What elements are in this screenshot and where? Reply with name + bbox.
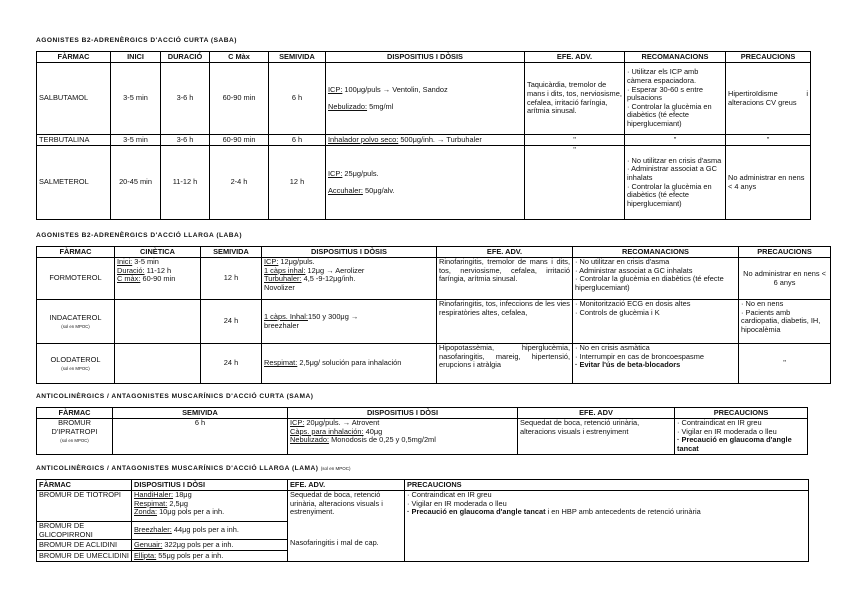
precaucions-cell [739,300,831,344]
device-label: 1 càps. Inhal: [264,311,308,321]
farmac-cell: FORMOTEROL [37,258,115,300]
dispositius-cell [288,419,518,455]
farmac-cell [37,344,115,384]
semivida-cell: 12 h [269,146,326,220]
value: 11-12 h [144,265,172,275]
list-item: · Monitorització ECG en dosis altes [575,299,691,308]
dispositius-cell [326,63,525,135]
recomanacions-cell [573,344,739,384]
col-header: DURACIÓ [161,52,210,63]
list-item: · Controls de glucèmia i K [575,307,660,317]
farmac-cell: BROMUR DE GLICOPIRRONI [37,522,132,540]
dispositius-cell [132,491,288,522]
table-row [37,146,811,220]
device-dose: Monodosis de 0,25 y 0,5mg/2ml [329,435,436,445]
drug-name: BROMUR [58,418,91,427]
value: 60-90 min [140,274,176,284]
col-header: PRECAUCIONS [726,52,811,63]
semivida-cell: 24 h [201,300,262,344]
col-header: RECOMANACIONS [625,52,726,63]
device-label: Nebulizado: [290,435,330,445]
dispositius-cell [262,258,437,300]
list-item: · Utilitzar els ICP amb càmera espaciadora. [627,67,699,85]
col-header: CINÈTICA [115,247,201,258]
device-dose: 55μg pols per a inh. [156,550,224,560]
device-label: ICP: [264,257,279,266]
ditto-mark: " [726,135,811,146]
list-item: · Vigilar en IR moderada o lleu [677,426,777,436]
efectes-cell [288,491,405,562]
farmac-cell [37,419,113,455]
inici-cell: 3-5 min [111,135,161,146]
label: Duració: [117,265,145,275]
device-dose: 50μg/alv. [362,185,395,195]
col-header: INICI [111,52,161,63]
table-row [37,258,831,300]
cinetica-cell [115,344,201,384]
col-header: EFE. ADV. [525,52,625,63]
drug-note: (sol en MPOC) [61,324,90,330]
efectes-cell: Rinofaringitis, tos, infeccions de les vies respiratòries altes, cefalea, [437,300,573,344]
farmac-cell: TERBUTALINA [37,135,111,146]
farmac-cell [37,300,115,344]
col-header: SEMIVIDA [201,247,262,258]
list-item: · Administrar associat a GC inhalats [627,164,717,182]
sama-header-row [37,408,808,419]
list-item: · No en crisis asmàtica [575,343,650,352]
device-label: Zonda: [134,507,158,517]
drug-name: INDACATEROL [49,312,102,322]
col-header: PRECAUCIONS [675,408,808,419]
device-label: Respimat: [134,498,168,508]
dispositius-cell [132,551,288,562]
device-label: breezhaler [264,320,299,330]
saba-section-title: AGONISTES B2-ADRENÈRGICS D'ACCIÓ CURTA (SABA) [36,37,238,44]
list-item: · Controlar la glucèmia en diabètics (té efecte hiperglucemiant) [627,101,712,129]
device-label: ICP: [328,84,343,94]
col-header: DISPOSITIUS I DÒSI [132,480,288,491]
list-item: · Contraindicat en IR greu [677,418,762,427]
device-dose: 500μg/inh. → Turbuhaler [398,134,482,144]
list-item: · Vigilar en IR moderada o lleu [407,498,507,508]
recomanacions-cell [573,300,739,344]
text: i en HBP amb antecedents de retenció urinària [545,507,701,517]
dispositius-cell [262,300,437,344]
efectes-text: Nasofaringitis i mal de cap. [290,537,379,547]
farmac-cell: BROMUR DE UMECLIDINI [37,551,132,562]
device-label: Càps. para inhalación: [290,426,364,436]
precaucions-cell: Hipertiroïdisme i alteracions CV greus [726,63,811,135]
semivida-cell: 24 h [201,344,262,384]
table-row [37,419,808,455]
device-dose: 5mg/ml [367,101,394,111]
cmax-cell: 60-90 min [210,135,269,146]
inici-cell: 3-5 min [111,63,161,135]
dispositius-cell [132,540,288,551]
table-row [37,344,831,384]
farmac-cell: SALBUTAMOL [37,63,111,135]
farmac-cell: BROMUR DE TIOTROPI [37,491,132,522]
lama-header-row [37,480,809,491]
list-item: · Administrar associat a GC inhalats [575,265,693,275]
col-header: DISPOSITIUS I DÒSIS [262,247,437,258]
device-dose: 150 y 300μg → [307,311,359,321]
list-item: · Controlar la glucèmia en diabètics (té efecte hiperglucemiant) [575,274,724,292]
device-dose: 40μg [363,426,383,436]
cinetica-cell [115,300,201,344]
col-header: SEMIVIDA [113,408,288,419]
semivida-cell: 6 h [269,63,326,135]
list-item: · No utilitzar en crisis d'asma [575,257,670,266]
col-header: FÀRMAC [37,52,111,63]
recomanacions-cell [573,258,739,300]
device-label: Breezhaler: [134,525,172,535]
precaucions-cell: No administrar en nens < 4 anys [726,146,811,220]
list-item: · Evitar l'ús de beta-blocadors [575,360,681,370]
duracio-cell: 11-12 h [161,146,210,220]
list-item: · Controlar la glucèmia en diabètics (té efecte hiperglucemiant) [627,181,712,208]
col-header: FÀRMAC [37,408,113,419]
efectes-cell: Rinofaringitis, tremolor de mans i dits, tos, nerviosisme, cefalea, irritació faríngia, arítmia sinusal. [437,258,573,300]
laba-table [36,246,831,384]
device-label: Turbuhaler: [264,274,302,284]
table-row [37,63,811,135]
cmax-cell: 60-90 min [210,63,269,135]
efectes-cell: Taquicàrdia, tremolor de mans i dits, tos, nerviosisme, cefalea, irritació faríngia, arítmia sinusal. [525,63,625,135]
col-header: SEMIVIDA [269,52,326,63]
col-header: DISPOSITIUS I DÒSI [288,408,518,419]
ditto-mark: " [525,135,625,146]
device-dose: 100μg/puls → Ventolin, Sandoz [342,84,448,94]
device-label: Nebulizado: [328,101,368,111]
precaucions-cell [675,419,808,455]
col-header: EFE. ADV. [437,247,573,258]
drug-name: OLODATEROL [50,354,101,364]
device-dose: 44μg pols per a inh. [171,525,239,535]
drug-name: D'IPRATROPI [51,426,98,436]
col-header: FÀRMAC [37,480,132,491]
device-dose: 12μg/puls. [278,257,315,266]
device-label: Ellipta: [134,550,157,560]
saba-table [36,51,811,220]
col-header: EFE. ADV. [288,480,405,491]
precaucions-cell: No administrar en nens < 6 anys [739,258,831,300]
label: Inici: [117,257,133,266]
device-dose: 12μg → Aerolizer [305,265,365,275]
semivida-cell: 12 h [201,258,262,300]
laba-section-title: AGONISTES B2-ADRENÈRGICS D'ACCIÓ LLARGA (LABA) [36,232,243,239]
drug-note: (sol en MPOC) [60,438,89,444]
dispositius-cell [262,344,437,384]
col-header: PRECAUCIONS [405,480,809,491]
table-row [37,491,809,522]
precaucions-cell [405,491,809,562]
semivida-cell: 6 h [269,135,326,146]
inici-cell: 20-45 min [111,146,161,220]
ditto-mark: " [625,135,726,146]
device-label: HandiHaler: [134,490,174,499]
dispositius-cell [326,135,525,146]
list-item: · Precaució en glaucoma d'angle tancat [677,435,792,453]
col-header: EFE. ADV [518,408,675,419]
value: 3-5 min [132,257,159,266]
label: C màx: [117,274,141,284]
device-dose: 4,5 -9-12μg/inh. [301,274,356,284]
col-header: C Màx [210,52,269,63]
list-item: · Esperar 30-60 s entre pulsacions [627,84,703,103]
device-label: Genuair: [134,539,163,549]
device-label: Novolizer [264,282,295,292]
recomanacions-cell [625,146,726,220]
dispositius-cell [326,146,525,220]
device-label: ICP: [328,168,343,178]
lama-section-title [36,465,351,472]
device-dose: 2,5μg/ solución para inhalación [297,358,402,368]
list-item: · No utilitzar en crisis d'asma [627,155,722,165]
duracio-cell: 3-6 h [161,63,210,135]
list-item: · No en nens [741,299,784,308]
list-item: · Interrumpir en cas de broncoespasme [575,351,704,361]
table-row [37,300,831,344]
title-text: ANTICOLINÈRGICS / ANTAGONISTES MUSCARÍNICS D'ACCIÓ LLARGA (LAMA) [36,465,319,472]
bold-text: · Precaució en glaucoma d'angle tancat [407,507,546,517]
saba-header-row [37,52,811,63]
device-dose: 20μg/puls. → Atrovent [304,418,380,427]
sama-section-title: ANTICOLINÈRGICS / ANTAGONISTES MUSCARÍNICS D'ACCIÓ CURTA (SAMA) [36,393,314,400]
list-item: · Contraindicat en IR greu [407,490,492,499]
cmax-cell: 2-4 h [210,146,269,220]
col-header: RECOMANACIONS [573,247,739,258]
col-header: FÀRMAC [37,247,115,258]
list-item [407,508,806,517]
ditto-mark: " [525,146,625,220]
device-label: Inhalador polvo seco: [328,134,399,144]
lama-table [36,479,809,562]
device-label: ICP: [290,418,305,427]
efectes-text: Sequedat de boca, retenció urinària, alteracions visuals i estrenyiment. [290,490,383,517]
semivida-cell: 6 h [113,419,288,455]
efectes-cell: Sequedat de boca, retenció urinària, alteracions visuals i estrenyiment [518,419,675,455]
farmac-cell: SALMETEROL [37,146,111,220]
recomanacions-cell [625,63,726,135]
efectes-cell: Hipopotassèmia, hiperglucèmia, nasofaringitis, mareig, hipertensió, erupcions i atràlgia [437,344,573,384]
sama-table [36,407,808,455]
ditto-mark: " [739,344,831,384]
device-dose: 18μg [173,490,192,499]
device-label: 1 càps inhal: [264,265,306,275]
col-header: DISPOSITIUS I DÒSIS [326,52,525,63]
duracio-cell: 3-6 h [161,135,210,146]
title-note: (sol en MPOC) [320,466,351,471]
cinetica-cell [115,258,201,300]
device-dose: 25μg/puls. [342,168,379,178]
dispositius-cell [132,522,288,540]
table-row [37,135,811,146]
col-header: PRECAUCIONS [739,247,831,258]
list-item: · Pacients amb cardiopatia, diabetis, IH, hipocalèmia [741,307,821,334]
device-dose: 10μg pols per a inh. [157,507,225,517]
drug-note: (sol en MPOC) [61,366,90,372]
laba-header-row [37,247,831,258]
device-dose: 2,5μg [167,498,188,508]
device-dose: 322μg pols per a inh. [162,539,234,549]
farmac-cell: BROMUR DE ACLIDINI [37,540,132,551]
device-label: Respimat: [264,358,298,368]
device-label: Accuhaler: [328,185,363,195]
